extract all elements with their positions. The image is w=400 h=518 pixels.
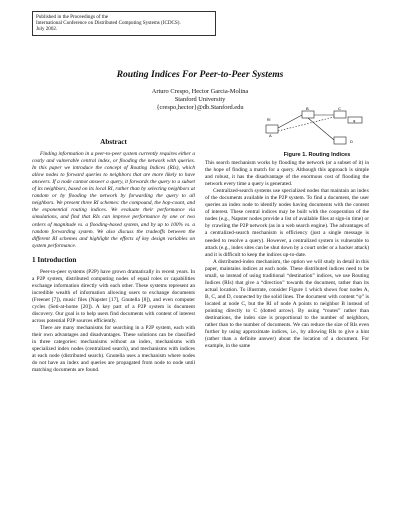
paper-title: Routing Indices For Peer-to-Peer Systems	[116, 69, 284, 80]
node-c-box	[334, 111, 346, 118]
node-d-label: D	[350, 139, 353, 144]
routing-indices-figure	[262, 107, 372, 153]
pub-note-line: July 2002.	[36, 26, 58, 33]
ri-dotted-arrow	[278, 117, 334, 131]
body-paragraph: A distributed-index mechanism, the option we will study in detail in this paper, maintains indices at each node. These distributed indices need to be small, so instead of using traditional “destination” indices, we use Routing Indices (RIs) that give a “direction” towards the document, rather than its actual location. To illustrate, consider Figure 1 which shows four nodes A, B, C, and D, connected by the solid lines. The document with content “φ” is located at node C, but the RI of node A points to neighbor B instead of pointing directly to C (dotted arrow). By using “routes” rather than destinations, the index size is proportional to the number of neighbors, rather than to the number of documents. We can reduce the size of RIs even further by using approximate indices, i.e., by allowing RIs to give a hint (rather than a definite answer) about the location of a document. For example, in the same	[205, 258, 369, 350]
abstract-text: Finding information in a peer-to-peer system currently requires either a costly and vulnerable central index, or flooding the network with queries. In this paper we introduce the concept of Routing Indices (RIs), which allow nodes to forward queries to neighbors that are more likely to have answers. If a node cannot answer a query, it forwards the query to a subset of its neighbors, based on its local RI, rather than by selecting neighbors at random or by flooding the network by forwarding the query to all neighbors. We present three RI schemes: the compound, the hop-count, and the exponential routing indices. We evaluate their performance via simulations, and find that RIs can improve performance by one or two orders of magnitude vs. a flooding-based system, and by up to 100% vs. a random forwarding system. We also discuss the tradeoffs between the different RI schemes and highlight the effects of key design variables on system performance.	[32, 151, 195, 249]
intro-paragraph: Peer-to-peer systems (P2P) have grown dramatically in recent years. In a P2P system, distributed computing nodes of equal roles or capabilities exchange information directly with each other. These systems represent an incredible wealth of information allowing users to exchange documents (Freenet [7]), music files (Napster [17], Gnutella [8]), and even computer cycles (Seti-at-home [20]). A key part of a P2P system is document discovery. Our goal is to help users find documents with content of interest across potential P2P sources efficiently.	[32, 268, 195, 325]
pub-note-line: Published in the Proceedings of the	[36, 14, 109, 20]
node-a-box	[266, 125, 278, 133]
document-label: φ	[353, 118, 356, 123]
section-heading-introduction: 1 Introduction	[32, 255, 77, 264]
body-paragraph: Centralized-search systems use specialized nodes that maintain an index of the documents available in the P2P system. To find a document, the user queries an index node to identify nodes having documents with the content of interest. These central indices may be built with the cooperation of the nodes (e.g., Napster nodes provide a list of available files at sign-in time) or by crawling the P2P network (as in a web search engine). The advantages of a centralized-search mechanism is efficiency (just a single message is needed to resolve a query). However, a centralized system is vulnerable to attack (e.g., index sites can be shut down by a court order or a hacker attack) and it is difficult to keep the indices up-to-date.	[205, 188, 369, 258]
author-names: Arturo Crespo, Hector Garcia-Molina	[151, 88, 249, 95]
pub-note-line: International Conference on Distributed Computing Systems (ICDCS).	[36, 20, 181, 27]
node-c-label: C	[338, 107, 341, 111]
intro-paragraph: There are many mechanisms for searching in a P2P system, each with their own advantages and disadvantages. These solutions can be classified in three categories: mechanisms without an index, mechanisms with specialized index nodes (centralized search), and mechanisms with indices at each node (distributed search). Gnutella uses a mechanism where nodes do not have an index and queries are propagated from node to node until matching documents are found.	[32, 325, 195, 374]
body-paragraph: This search mechanism works by flooding the network (or a subset of it) in the hope of finding a match for a query. Although this approach is simple and robust, it has the disadvantage of the enormous cost of flooding the network every time a query is generated.	[205, 160, 369, 188]
figure-caption: Figure 1. Routing Indices	[283, 152, 351, 158]
abstract-heading: Abstract	[100, 138, 127, 146]
affiliation: Stanford University	[174, 95, 226, 103]
author-emails: {crespo,hector}@db.Stanford.edu	[156, 103, 244, 111]
node-b-label: B	[306, 107, 309, 111]
edge-a-b	[278, 115, 302, 128]
node-b-box	[302, 111, 314, 118]
node-d-box	[334, 137, 346, 144]
edge-b-d	[308, 118, 334, 140]
left-column	[32, 139, 195, 374]
publication-note	[32, 11, 216, 36]
ri-label: RI	[267, 118, 271, 122]
right-column	[205, 160, 369, 350]
node-a-label: A	[269, 133, 272, 138]
